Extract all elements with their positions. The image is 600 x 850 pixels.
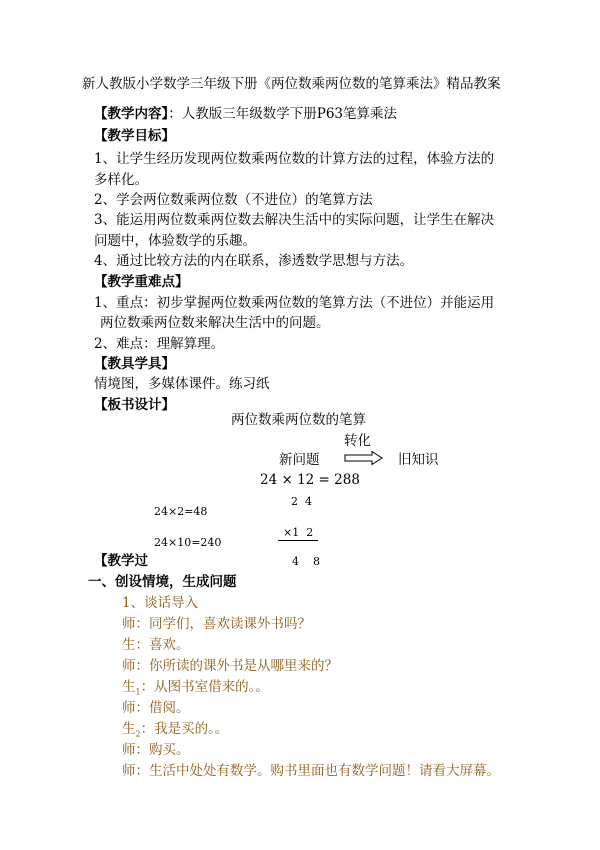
content-row	[94, 104, 397, 124]
speaker-label: 生	[122, 721, 136, 737]
key-points-label: 【教学重难点】	[94, 274, 189, 290]
vertical-result: 4 8	[292, 555, 320, 568]
dialogue-line: 师：你所读的课外书是从哪里来的？	[122, 658, 338, 674]
tools-text: 情境图，多媒体课件。练习纸	[94, 376, 270, 392]
key-point-line: 2、难点：理解算理。	[94, 336, 225, 352]
objectives-label: 【教学目标】	[94, 128, 175, 144]
objective-line: 问题中，体验数学的乐趣。	[94, 233, 256, 249]
vertical-multiplier: ×1 2	[283, 526, 314, 539]
board-equation: 24 × 12 = 288	[260, 472, 360, 488]
board-old-knowledge: 旧知识	[398, 452, 439, 468]
dialogue-line: 师：同学们，喜欢读课外书吗？	[122, 616, 311, 632]
objective-line: 1、让学生经历发现两位数乘两位数的计算方法的过程，体验方法的	[94, 151, 495, 167]
speaker-label: 生	[122, 679, 136, 695]
content-text: ：人教版三年级数学下册P63笔算乘法	[168, 106, 398, 122]
subsection-heading: 1、谈话导入	[122, 595, 199, 611]
document-title: 新人教版小学数学三年级下册《两位数乘两位数的笔算乘法》精品教案	[82, 76, 501, 92]
board-title: 两位数乘两位数的笔算	[231, 412, 366, 428]
objective-line: 3、能运用两位数乘两位数去解决生活中的实际问题，让学生在解决	[94, 212, 495, 228]
board-step-1: 24×2=48	[154, 505, 208, 518]
dialogue-line: 生：喜欢。	[122, 637, 190, 653]
content-label: 【教学内容】	[94, 106, 169, 122]
tools-label: 【教具学具】	[94, 356, 175, 372]
board-transform: 转化	[344, 433, 371, 449]
process-label: 【教学过	[94, 553, 148, 569]
board-new-problem: 新问题	[279, 452, 320, 468]
right-arrow-icon	[344, 450, 384, 466]
key-point-line: 两位数乘两位数来解决生活中的问题。	[100, 315, 330, 331]
speaker-index: 1	[135, 687, 141, 697]
key-point-line: 1、重点：初步掌握两位数乘两位数的笔算方法（不进位）并能运用	[94, 295, 495, 311]
board-step-2: 24×10=240	[154, 536, 222, 549]
vertical-top-number: 2 4	[291, 495, 312, 508]
dialogue-text: ：从图书室借来的。。	[140, 679, 269, 695]
dialogue-line: 师：借阅。	[122, 700, 190, 716]
vertical-rule	[278, 540, 318, 541]
section-heading: 一、创设情境，生成问题	[88, 574, 237, 590]
dialogue-line: 师：生活中处处有数学。购书里面也有数学问题！请看大屏幕。	[122, 763, 500, 779]
dialogue-line: 师：购买。	[122, 742, 190, 758]
objective-line: 2、学会两位数乘两位数（不进位）的笔算方法	[94, 192, 373, 208]
objective-line: 多样化。	[94, 172, 148, 188]
speaker-index: 2	[135, 729, 141, 739]
dialogue-text: ：我是买的。。	[140, 721, 229, 737]
objective-line: 4、通过比较方法的内在联系，渗透数学思想与方法。	[94, 253, 414, 269]
board-label: 【板书设计】	[94, 397, 175, 413]
